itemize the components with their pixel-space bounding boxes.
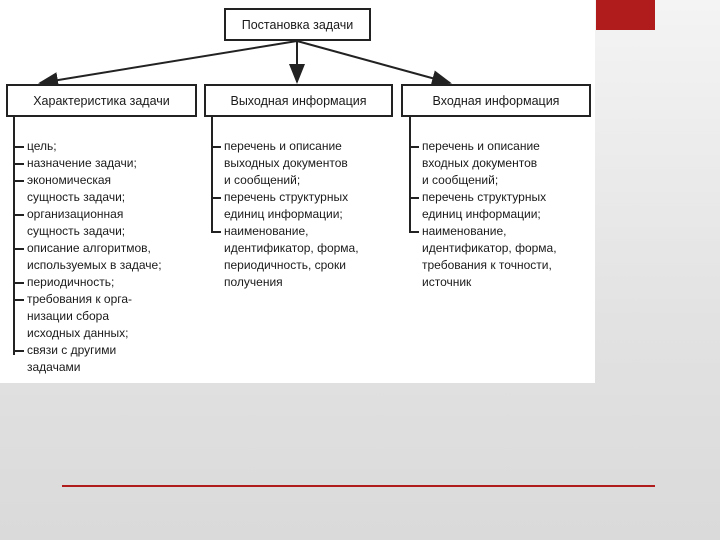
list-item-text: используемых в задаче; (27, 258, 162, 272)
bullet-dash (14, 299, 24, 301)
list-item (422, 223, 557, 291)
divider-line (62, 485, 655, 487)
list-item (224, 138, 359, 189)
bullet-dash (211, 231, 221, 233)
list-item-text: выходных документов (224, 156, 348, 170)
list-item-text: наименование, (224, 224, 309, 238)
list-item-text: сущность задачи; (27, 190, 126, 204)
list-item-text: источник (422, 275, 472, 289)
list-item-text: задачами (27, 360, 81, 374)
list-item (27, 138, 162, 155)
list-item-text: перечень структурных (224, 190, 349, 204)
list-item-text: идентификатор, форма, (224, 241, 359, 255)
list-item (27, 274, 162, 291)
list-item (27, 342, 162, 376)
list-item (224, 189, 359, 223)
branch-title: Выходная информация (230, 93, 367, 108)
list-item-text: перечень структурных (422, 190, 547, 204)
bullet-dash (211, 146, 221, 148)
input-info-list (422, 138, 557, 291)
list-item-text: низации сбора (27, 309, 110, 323)
bracket-line (13, 117, 15, 355)
list-item-text: единиц информации; (224, 207, 343, 221)
bullet-dash (14, 163, 24, 165)
list-item-text: перечень и описание (224, 139, 342, 153)
list-item-text: связи с другими (27, 343, 117, 357)
list-item (224, 223, 359, 291)
list-item (27, 240, 162, 274)
list-item (27, 155, 162, 172)
list-item-text: назначение задачи; (27, 156, 137, 170)
output-info-list (224, 138, 359, 291)
list-item-text: цель; (27, 139, 57, 153)
bracket-line (409, 117, 411, 233)
list-item-text: требования к точности, (422, 258, 552, 272)
list-item-text: периодичность, сроки (224, 258, 346, 272)
list-item-text: периодичность; (27, 275, 115, 289)
list-item-text: и сообщений; (224, 173, 301, 187)
branch-title: Входная информация (432, 93, 560, 108)
bullet-dash (409, 231, 419, 233)
bullet-dash (14, 248, 24, 250)
bullet-dash (211, 197, 221, 199)
list-item-text: единиц информации; (422, 207, 541, 221)
bullet-dash (409, 146, 419, 148)
list-item-text: и сообщений; (422, 173, 499, 187)
list-item-text: сущность задачи; (27, 224, 126, 238)
root-box (224, 8, 371, 41)
list-item-text: перечень и описание (422, 139, 540, 153)
list-item-text: организационная (27, 207, 124, 221)
bullet-dash (14, 282, 24, 284)
list-item (422, 138, 557, 189)
root-label: Постановка задачи (241, 17, 354, 32)
bullet-dash (14, 214, 24, 216)
bullet-dash (14, 180, 24, 182)
branch-box-output (204, 84, 393, 117)
branch-box-characteristics (6, 84, 197, 117)
list-item-text: наименование, (422, 224, 507, 238)
branch-box-input (401, 84, 591, 117)
list-item-text: исходных данных; (27, 326, 129, 340)
bracket-line (211, 117, 213, 233)
characteristics-list (27, 138, 162, 376)
list-item-text: получения (224, 275, 283, 289)
list-item (27, 206, 162, 240)
branch-title: Характеристика задачи (33, 93, 170, 108)
bullet-dash (409, 197, 419, 199)
list-item-text: входных документов (422, 156, 538, 170)
list-item (27, 291, 162, 342)
list-item-text: экономическая (27, 173, 112, 187)
bullet-dash (14, 146, 24, 148)
list-item-text: описание алгоритмов, (27, 241, 151, 255)
list-item-text: идентификатор, форма, (422, 241, 557, 255)
list-item (27, 172, 162, 206)
list-item (422, 189, 557, 223)
accent-block (596, 0, 655, 30)
list-item-text: требования к орга- (27, 292, 133, 306)
bullet-dash (14, 350, 24, 352)
